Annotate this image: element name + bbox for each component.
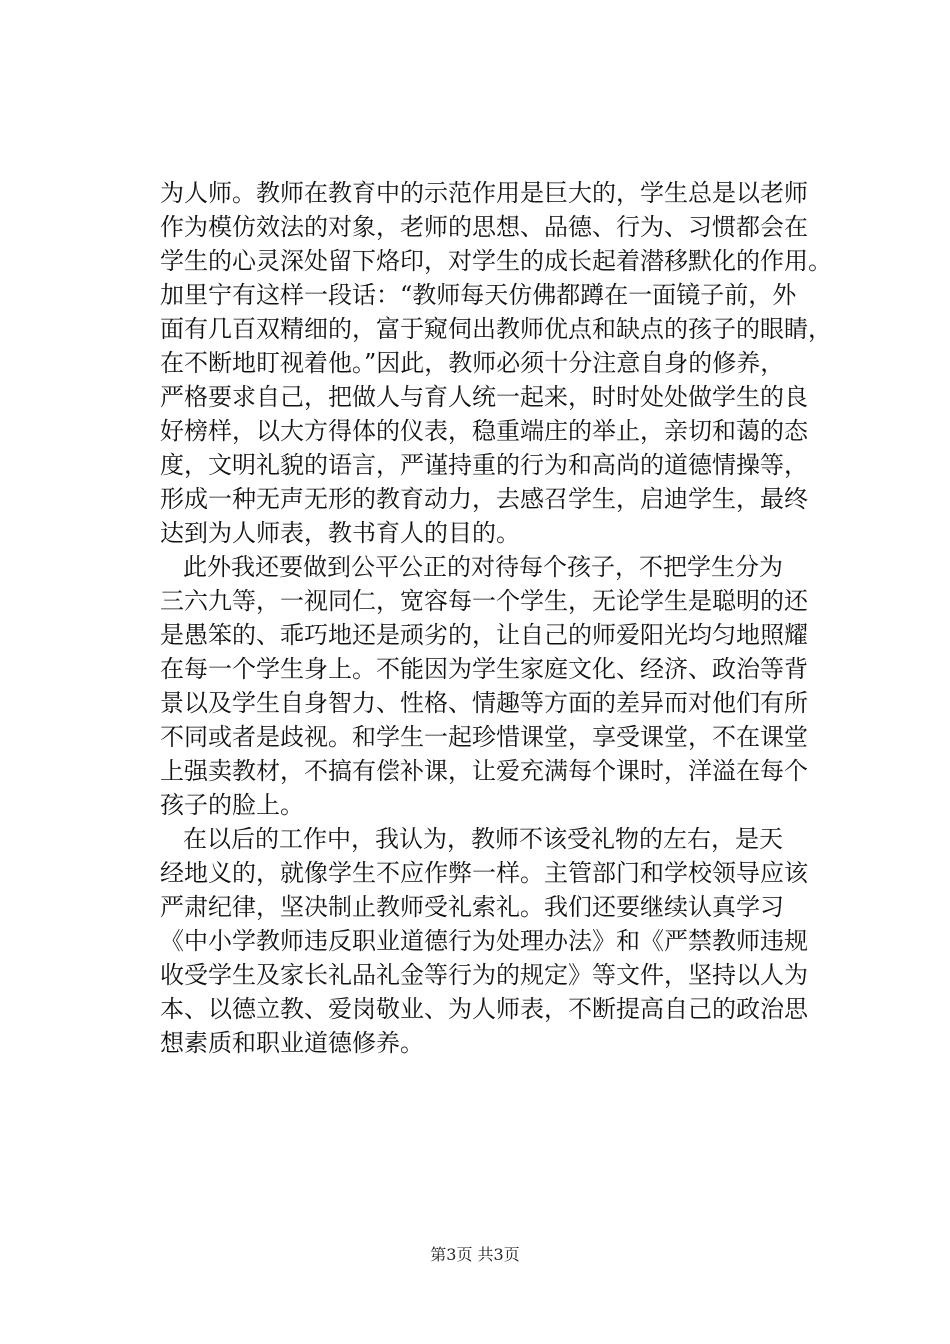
text-line: 严肃纪律，坚决制止教师受礼索礼。我们还要继续认真学习 xyxy=(160,893,784,921)
text-line: 达到为人师表，教书育人的目的。 xyxy=(160,519,520,547)
text-line: 在不断地盯视着他。”因此，教师必须十分注意自身的修养， xyxy=(160,349,785,377)
text-line: 好榜样，以大方得体的仪表，稳重端庄的举止，亲切和蔼的态 xyxy=(160,417,808,445)
text-line: 度，文明礼貌的语言，严谨持重的行为和高尚的道德情操等， xyxy=(160,451,808,479)
text-line: 形成一种无声无形的教育动力，去感召学生，启迪学生，最终 xyxy=(160,485,808,513)
text-line: 是愚笨的、乖巧地还是顽劣的，让自己的师爱阳光均匀地照耀 xyxy=(160,621,808,649)
paragraph xyxy=(160,822,808,1060)
text-line: 三六九等，一视同仁，宽容每一个学生，无论学生是聪明的还 xyxy=(160,587,808,615)
text-line: 收受学生及家长礼品礼金等行为的规定》等文件，坚持以人为 xyxy=(160,961,808,989)
text-line: 作为模仿效法的对象，老师的思想、品德、行为、习惯都会在 xyxy=(160,213,808,241)
page-number-footer: 第3页 共3页 xyxy=(430,1245,520,1264)
text-line: 上强卖教材，不搞有偿补课，让爱充满每个课时，洋溢在每个 xyxy=(160,757,808,785)
text-line: 严格要求自己，把做人与育人统一起来，时时处处做学生的良 xyxy=(160,383,808,411)
text-line: 加里宁有这样一段话：“教师每天仿佛都蹲在一面镜子前，外 xyxy=(160,281,797,309)
text-line: 不同或者是歧视。和学生一起珍惜课堂，享受课堂，不在课堂 xyxy=(160,723,808,751)
text-line: 此外我还要做到公平公正的对待每个孩子，不把学生分为 xyxy=(183,553,783,581)
document-body xyxy=(160,176,832,1060)
text-line: 景以及学生自身智力、性格、情趣等方面的差异而对他们有所 xyxy=(160,689,808,717)
text-line: 面有几百双精细的，富于窥伺出教师优点和缺点的孩子的眼睛， xyxy=(160,315,832,343)
text-line: 想素质和职业道德修养。 xyxy=(160,1029,424,1057)
paragraph xyxy=(160,176,832,550)
text-line: 孩子的脸上。 xyxy=(160,791,304,819)
text-line: 在以后的工作中，我认为，教师不该受礼物的左右，是天 xyxy=(183,825,783,853)
text-line: 经地义的，就像学生不应作弊一样。主管部门和学校领导应该 xyxy=(160,859,808,887)
text-line: 学生的心灵深处留下烙印，对学生的成长起着潜移默化的作用。 xyxy=(160,247,832,275)
text-line: 本、以德立教、爱岗敬业、为人师表，不断提高自己的政治思 xyxy=(160,995,808,1023)
text-line: 《中小学教师违反职业道德行为处理办法》和《严禁教师违规 xyxy=(160,927,808,955)
paragraph xyxy=(160,550,808,822)
text-line: 在每一个学生身上。不能因为学生家庭文化、经济、政治等背 xyxy=(160,655,808,683)
text-line: 为人师。教师在教育中的示范作用是巨大的，学生总是以老师 xyxy=(160,179,808,207)
